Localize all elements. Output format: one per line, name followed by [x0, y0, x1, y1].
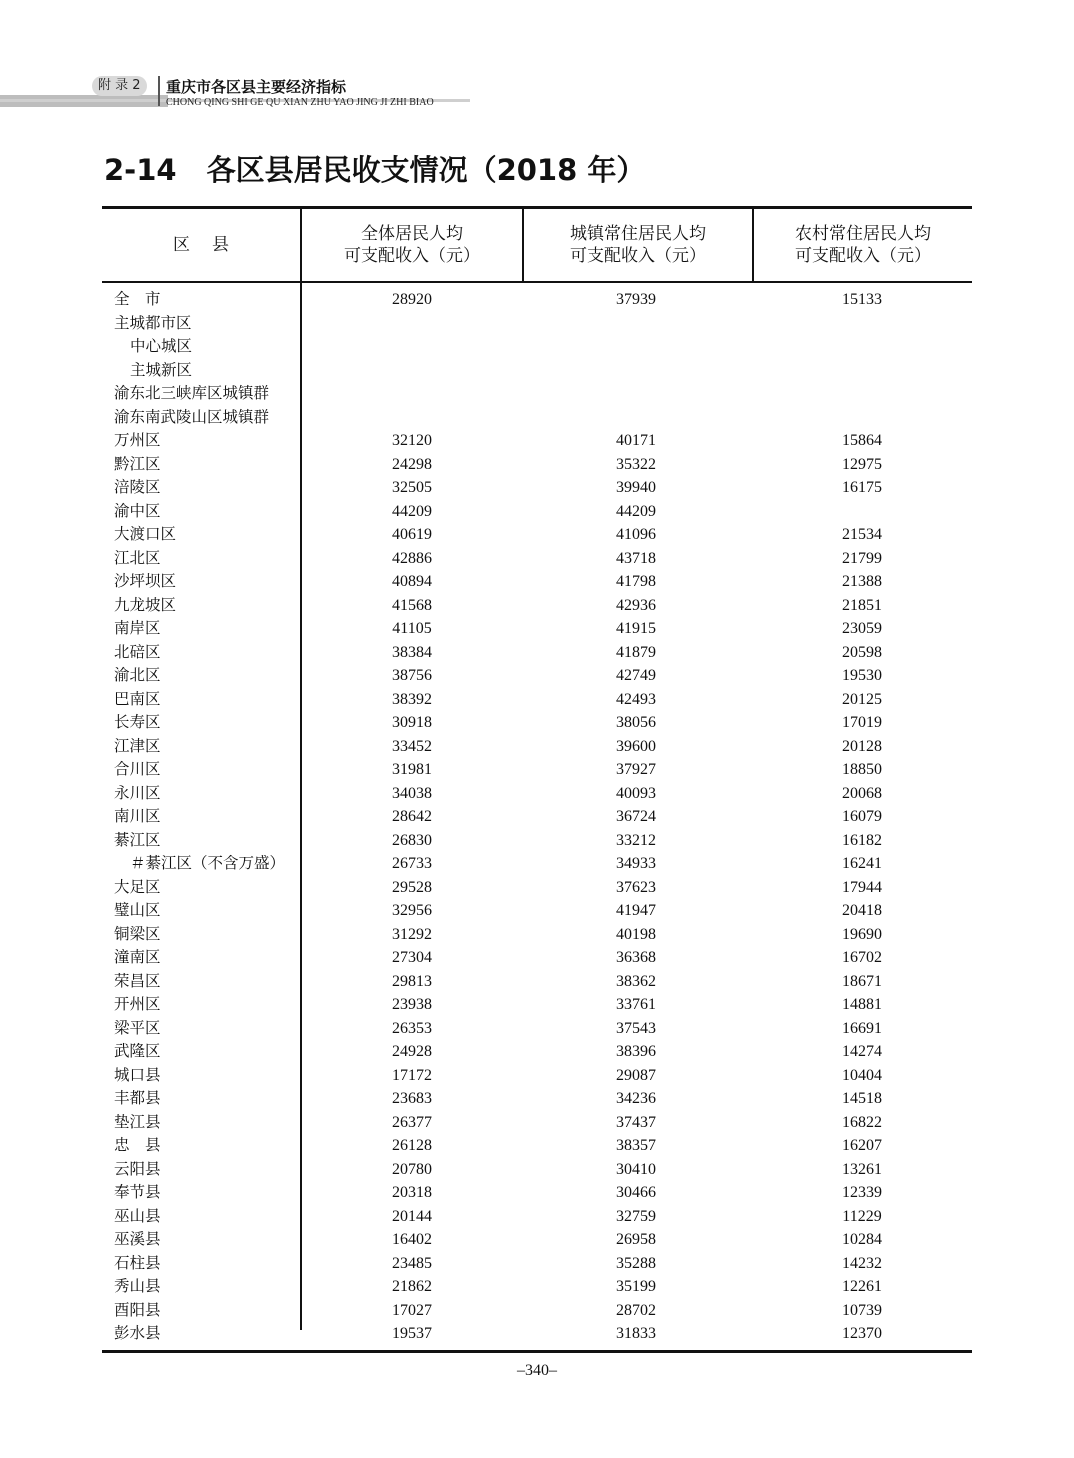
table-number: 2-14: [104, 153, 177, 187]
all-residents-income: 40894: [392, 573, 432, 590]
table-row: [102, 1228, 972, 1252]
table-row: [102, 711, 972, 735]
district-name: 綦江区: [114, 830, 161, 849]
all-residents-income: 20780: [392, 1160, 432, 1178]
header-col1-line1: 全体居民人均: [361, 224, 463, 244]
district-name: 开州区: [114, 995, 161, 1013]
urban-residents-income: 26958: [616, 1231, 656, 1248]
all-residents-income: 19537: [392, 1325, 432, 1342]
urban-residents-income: 37543: [616, 1019, 656, 1037]
district-name: 巫山县: [114, 1206, 161, 1225]
district-name: 合川区: [114, 760, 161, 778]
header-district: [102, 209, 300, 281]
rural-residents-income: 20128: [842, 737, 882, 755]
table-row: [102, 829, 972, 853]
rural-residents-income: 20598: [842, 643, 882, 661]
appendix-badge: 附 录 2: [92, 76, 147, 96]
header-col2: [524, 209, 752, 281]
rural-residents-income: 16691: [842, 1019, 882, 1037]
table-row: [102, 899, 972, 923]
all-residents-income: 29813: [392, 972, 432, 990]
rural-residents-income: 14274: [842, 1043, 882, 1060]
urban-residents-income: 44209: [616, 502, 656, 520]
district-name: 大渡口区: [114, 525, 177, 543]
district-name: 石柱县: [114, 1253, 161, 1272]
rural-residents-income: 14232: [842, 1254, 882, 1272]
district-name: 巴南区: [114, 689, 161, 708]
urban-residents-income: 41096: [616, 526, 656, 543]
district-name: 渝东南武陵山区城镇群: [114, 407, 270, 426]
rural-residents-income: 18850: [842, 761, 882, 778]
rural-residents-income: 21851: [842, 596, 882, 614]
urban-residents-income: 29087: [616, 1066, 656, 1084]
all-residents-income: 27304: [392, 949, 432, 966]
table-row: [102, 1111, 972, 1135]
table-row: [102, 429, 972, 453]
urban-residents-income: 41879: [616, 643, 656, 661]
table-row: [102, 335, 972, 359]
all-residents-income: 20318: [392, 1184, 432, 1201]
table-row: [102, 970, 972, 994]
rural-residents-income: 12261: [842, 1278, 882, 1295]
rural-residents-income: 16207: [842, 1137, 882, 1154]
district-name: 武隆区: [114, 1042, 161, 1060]
urban-residents-income: 42936: [616, 596, 656, 614]
district-name: 彭水县: [114, 1324, 161, 1342]
table-row: [102, 288, 972, 312]
district-name: 永川区: [114, 783, 161, 802]
all-residents-income: 21862: [392, 1278, 432, 1295]
urban-residents-income: 39940: [616, 479, 656, 496]
urban-residents-income: 38357: [616, 1137, 656, 1154]
rural-residents-income: 16822: [842, 1113, 882, 1131]
rural-residents-income: 17944: [842, 878, 882, 896]
urban-residents-income: 37927: [616, 761, 656, 778]
urban-residents-income: 36724: [616, 808, 656, 825]
all-residents-income: 38384: [392, 643, 432, 661]
all-residents-income: 38392: [392, 690, 432, 708]
rural-residents-income: 19690: [842, 925, 882, 943]
table-row: [102, 805, 972, 829]
district-name: 主城新区: [130, 360, 193, 379]
table-row: [102, 1134, 972, 1158]
district-name: 南岸区: [114, 619, 161, 637]
all-residents-income: 33452: [392, 737, 432, 755]
district-name: 云阳县: [114, 1159, 161, 1178]
rural-residents-income: 14881: [842, 996, 882, 1013]
rural-residents-income: 23059: [842, 620, 882, 637]
rural-residents-income: 16175: [842, 479, 882, 496]
district-name: 渝北区: [114, 666, 161, 684]
table-row: [102, 876, 972, 900]
all-residents-income: 23938: [392, 996, 432, 1013]
rural-residents-income: 14518: [842, 1090, 882, 1107]
district-name: 铜梁区: [114, 924, 161, 943]
urban-residents-income: 40198: [616, 925, 656, 943]
table-row: [102, 923, 972, 947]
urban-residents-income: 38362: [616, 972, 656, 990]
urban-residents-income: 37939: [616, 291, 656, 308]
all-residents-income: 26733: [392, 855, 432, 872]
district-name: 城口县: [114, 1065, 161, 1084]
rural-residents-income: 10739: [842, 1301, 882, 1319]
running-header-pinyin: CHONG QING SHI GE QU XIAN ZHU YAO JING JI ZHI BIAO: [166, 97, 434, 108]
urban-residents-income: 34933: [616, 855, 656, 872]
table-body: [102, 288, 972, 1346]
table-row: [102, 1205, 972, 1229]
urban-residents-income: 35322: [616, 455, 656, 473]
all-residents-income: 40619: [392, 526, 432, 543]
all-residents-income: 23485: [392, 1254, 432, 1272]
urban-residents-income: 39600: [616, 737, 656, 755]
all-residents-income: 24928: [392, 1043, 432, 1060]
district-name: 垫江县: [114, 1112, 161, 1131]
district-name: 荣昌区: [114, 971, 161, 990]
header-col3-line2: 可支配收入（元）: [795, 246, 931, 266]
rural-residents-income: 16702: [842, 949, 882, 966]
rural-residents-income: 17019: [842, 714, 882, 731]
urban-residents-income: 41798: [616, 573, 656, 590]
district-name: 渝中区: [114, 501, 161, 520]
table-row: [102, 359, 972, 383]
urban-residents-income: 35199: [616, 1278, 656, 1295]
all-residents-income: 32956: [392, 902, 432, 919]
urban-residents-income: 33761: [616, 996, 656, 1013]
district-name: 潼南区: [114, 948, 161, 966]
table-row: [102, 617, 972, 641]
urban-residents-income: 40171: [616, 432, 656, 449]
all-residents-income: 32505: [392, 479, 432, 496]
table-row: [102, 1275, 972, 1299]
district-name: 奉节县: [114, 1183, 161, 1201]
rural-residents-income: 15864: [842, 432, 882, 449]
district-name: 长寿区: [114, 713, 161, 731]
urban-residents-income: 42749: [616, 667, 656, 684]
rural-residents-income: 11229: [842, 1207, 882, 1225]
urban-residents-income: 33212: [616, 831, 656, 849]
all-residents-income: 31981: [392, 761, 432, 778]
all-residents-income: 23683: [392, 1090, 432, 1107]
all-residents-income: 28642: [392, 808, 432, 825]
district-name: 秀山县: [114, 1277, 161, 1295]
urban-residents-income: 31833: [616, 1325, 656, 1342]
all-residents-income: 34038: [392, 784, 432, 802]
table-row: [102, 1252, 972, 1276]
table-row: [102, 547, 972, 571]
header-col3: [754, 209, 972, 281]
urban-residents-income: 30410: [616, 1160, 656, 1178]
table-row: [102, 406, 972, 430]
table-row: [102, 1181, 972, 1205]
all-residents-income: 41105: [392, 620, 432, 637]
urban-residents-income: 38056: [616, 714, 656, 731]
urban-residents-income: 28702: [616, 1301, 656, 1319]
all-residents-income: 26377: [392, 1113, 432, 1131]
header-col2-line1: 城镇常住居民人均: [570, 224, 706, 244]
table-row: [102, 500, 972, 524]
table-row: [102, 1322, 972, 1346]
rural-residents-income: 16182: [842, 831, 882, 849]
district-name: ＃綦江区（不含万盛）: [130, 854, 286, 872]
table-row: [102, 946, 972, 970]
all-residents-income: 29528: [392, 878, 432, 896]
all-residents-income: 28920: [392, 291, 432, 308]
district-name: 沙坪坝区: [114, 572, 177, 590]
urban-residents-income: 34236: [616, 1090, 656, 1107]
table-row: [102, 453, 972, 477]
table-row: [102, 1017, 972, 1041]
rural-residents-income: 12975: [842, 455, 882, 473]
rural-residents-income: 21388: [842, 573, 882, 590]
table-row: [102, 1299, 972, 1323]
all-residents-income: 32120: [392, 432, 432, 449]
table-row: [102, 382, 972, 406]
district-name: 江北区: [114, 548, 161, 567]
district-name: 忠 县: [114, 1136, 161, 1154]
table-bottom-rule: [102, 1350, 972, 1353]
table-row: [102, 993, 972, 1017]
district-name: 南川区: [114, 807, 161, 825]
all-residents-income: 17172: [392, 1066, 432, 1084]
header-col3-line1: 农村常住居民人均: [795, 224, 931, 244]
district-name: 梁平区: [114, 1018, 161, 1037]
district-name: 江津区: [114, 736, 161, 755]
table-header-rule: [102, 281, 972, 283]
all-residents-income: 30918: [392, 714, 432, 731]
rural-residents-income: 15133: [842, 291, 882, 308]
header-separator: [158, 76, 160, 106]
table-row: [102, 782, 972, 806]
rural-residents-income: 20068: [842, 784, 882, 802]
all-residents-income: 26128: [392, 1137, 432, 1154]
header-district-label: 区县: [173, 235, 251, 255]
table-row: [102, 1040, 972, 1064]
all-residents-income: 17027: [392, 1301, 432, 1319]
all-residents-income: 44209: [392, 502, 432, 520]
page-number: –340–: [517, 1362, 557, 1379]
rural-residents-income: 20418: [842, 902, 882, 919]
rural-residents-income: 16079: [842, 808, 882, 825]
table-row: [102, 852, 972, 876]
district-name: 全 市: [114, 290, 161, 308]
district-name: 巫溪县: [114, 1230, 161, 1248]
table-row: [102, 735, 972, 759]
urban-residents-income: 40093: [616, 784, 656, 802]
rural-residents-income: 10284: [842, 1231, 882, 1248]
all-residents-income: 24298: [392, 455, 432, 473]
table-row: [102, 1158, 972, 1182]
table-row: [102, 1087, 972, 1111]
district-name: 涪陵区: [114, 478, 161, 496]
urban-residents-income: 30466: [616, 1184, 656, 1201]
district-name: 中心城区: [130, 337, 193, 355]
rural-residents-income: 13261: [842, 1160, 882, 1178]
district-name: 主城都市区: [114, 313, 192, 332]
table-row: [102, 570, 972, 594]
urban-residents-income: 36368: [616, 949, 656, 966]
table-row: [102, 758, 972, 782]
table-row: [102, 641, 972, 665]
all-residents-income: 26353: [392, 1019, 432, 1037]
urban-residents-income: 32759: [616, 1207, 656, 1225]
rural-residents-income: 12370: [842, 1325, 882, 1342]
rural-residents-income: 21799: [842, 549, 882, 567]
table-row: [102, 476, 972, 500]
rural-residents-income: 16241: [842, 855, 882, 872]
district-name: 酉阳县: [114, 1300, 161, 1319]
urban-residents-income: 35288: [616, 1254, 656, 1272]
page-title: [104, 148, 645, 189]
table-title: 各区县居民收支情况（2018 年）: [206, 153, 646, 187]
rural-residents-income: 21534: [842, 526, 882, 543]
header-col2-line2: 可支配收入（元）: [570, 246, 706, 266]
urban-residents-income: 41915: [616, 620, 656, 637]
district-name: 九龙坡区: [114, 595, 177, 614]
all-residents-income: 41568: [392, 596, 432, 614]
table-row: [102, 688, 972, 712]
rural-residents-income: 12339: [842, 1184, 882, 1201]
urban-residents-income: 41947: [616, 902, 656, 919]
all-residents-income: 38756: [392, 667, 432, 684]
rural-residents-income: 20125: [842, 690, 882, 708]
district-name: 北碚区: [114, 642, 161, 661]
rural-residents-income: 19530: [842, 667, 882, 684]
urban-residents-income: 42493: [616, 690, 656, 708]
rural-residents-income: 10404: [842, 1066, 882, 1084]
table-row: [102, 1064, 972, 1088]
urban-residents-income: 37623: [616, 878, 656, 896]
district-name: 黔江区: [114, 454, 161, 473]
urban-residents-income: 38396: [616, 1043, 656, 1060]
header-col1-line2: 可支配收入（元）: [344, 246, 480, 266]
district-name: 大足区: [114, 877, 161, 896]
all-residents-income: 31292: [392, 925, 432, 943]
table-row: [102, 312, 972, 336]
header-col1: [302, 209, 522, 281]
rural-residents-income: 18671: [842, 972, 882, 990]
table-row: [102, 664, 972, 688]
all-residents-income: 26830: [392, 831, 432, 849]
table-row: [102, 523, 972, 547]
urban-residents-income: 43718: [616, 549, 656, 567]
table-row: [102, 594, 972, 618]
running-header-title: 重庆市各区县主要经济指标: [166, 78, 347, 96]
urban-residents-income: 37437: [616, 1113, 656, 1131]
all-residents-income: 20144: [392, 1207, 432, 1225]
district-name: 万州区: [114, 431, 161, 449]
district-name: 璧山区: [114, 901, 161, 919]
all-residents-income: 42886: [392, 549, 432, 567]
all-residents-income: 16402: [392, 1231, 432, 1248]
district-name: 丰都县: [114, 1089, 161, 1107]
district-name: 渝东北三峡库区城镇群: [114, 384, 270, 402]
